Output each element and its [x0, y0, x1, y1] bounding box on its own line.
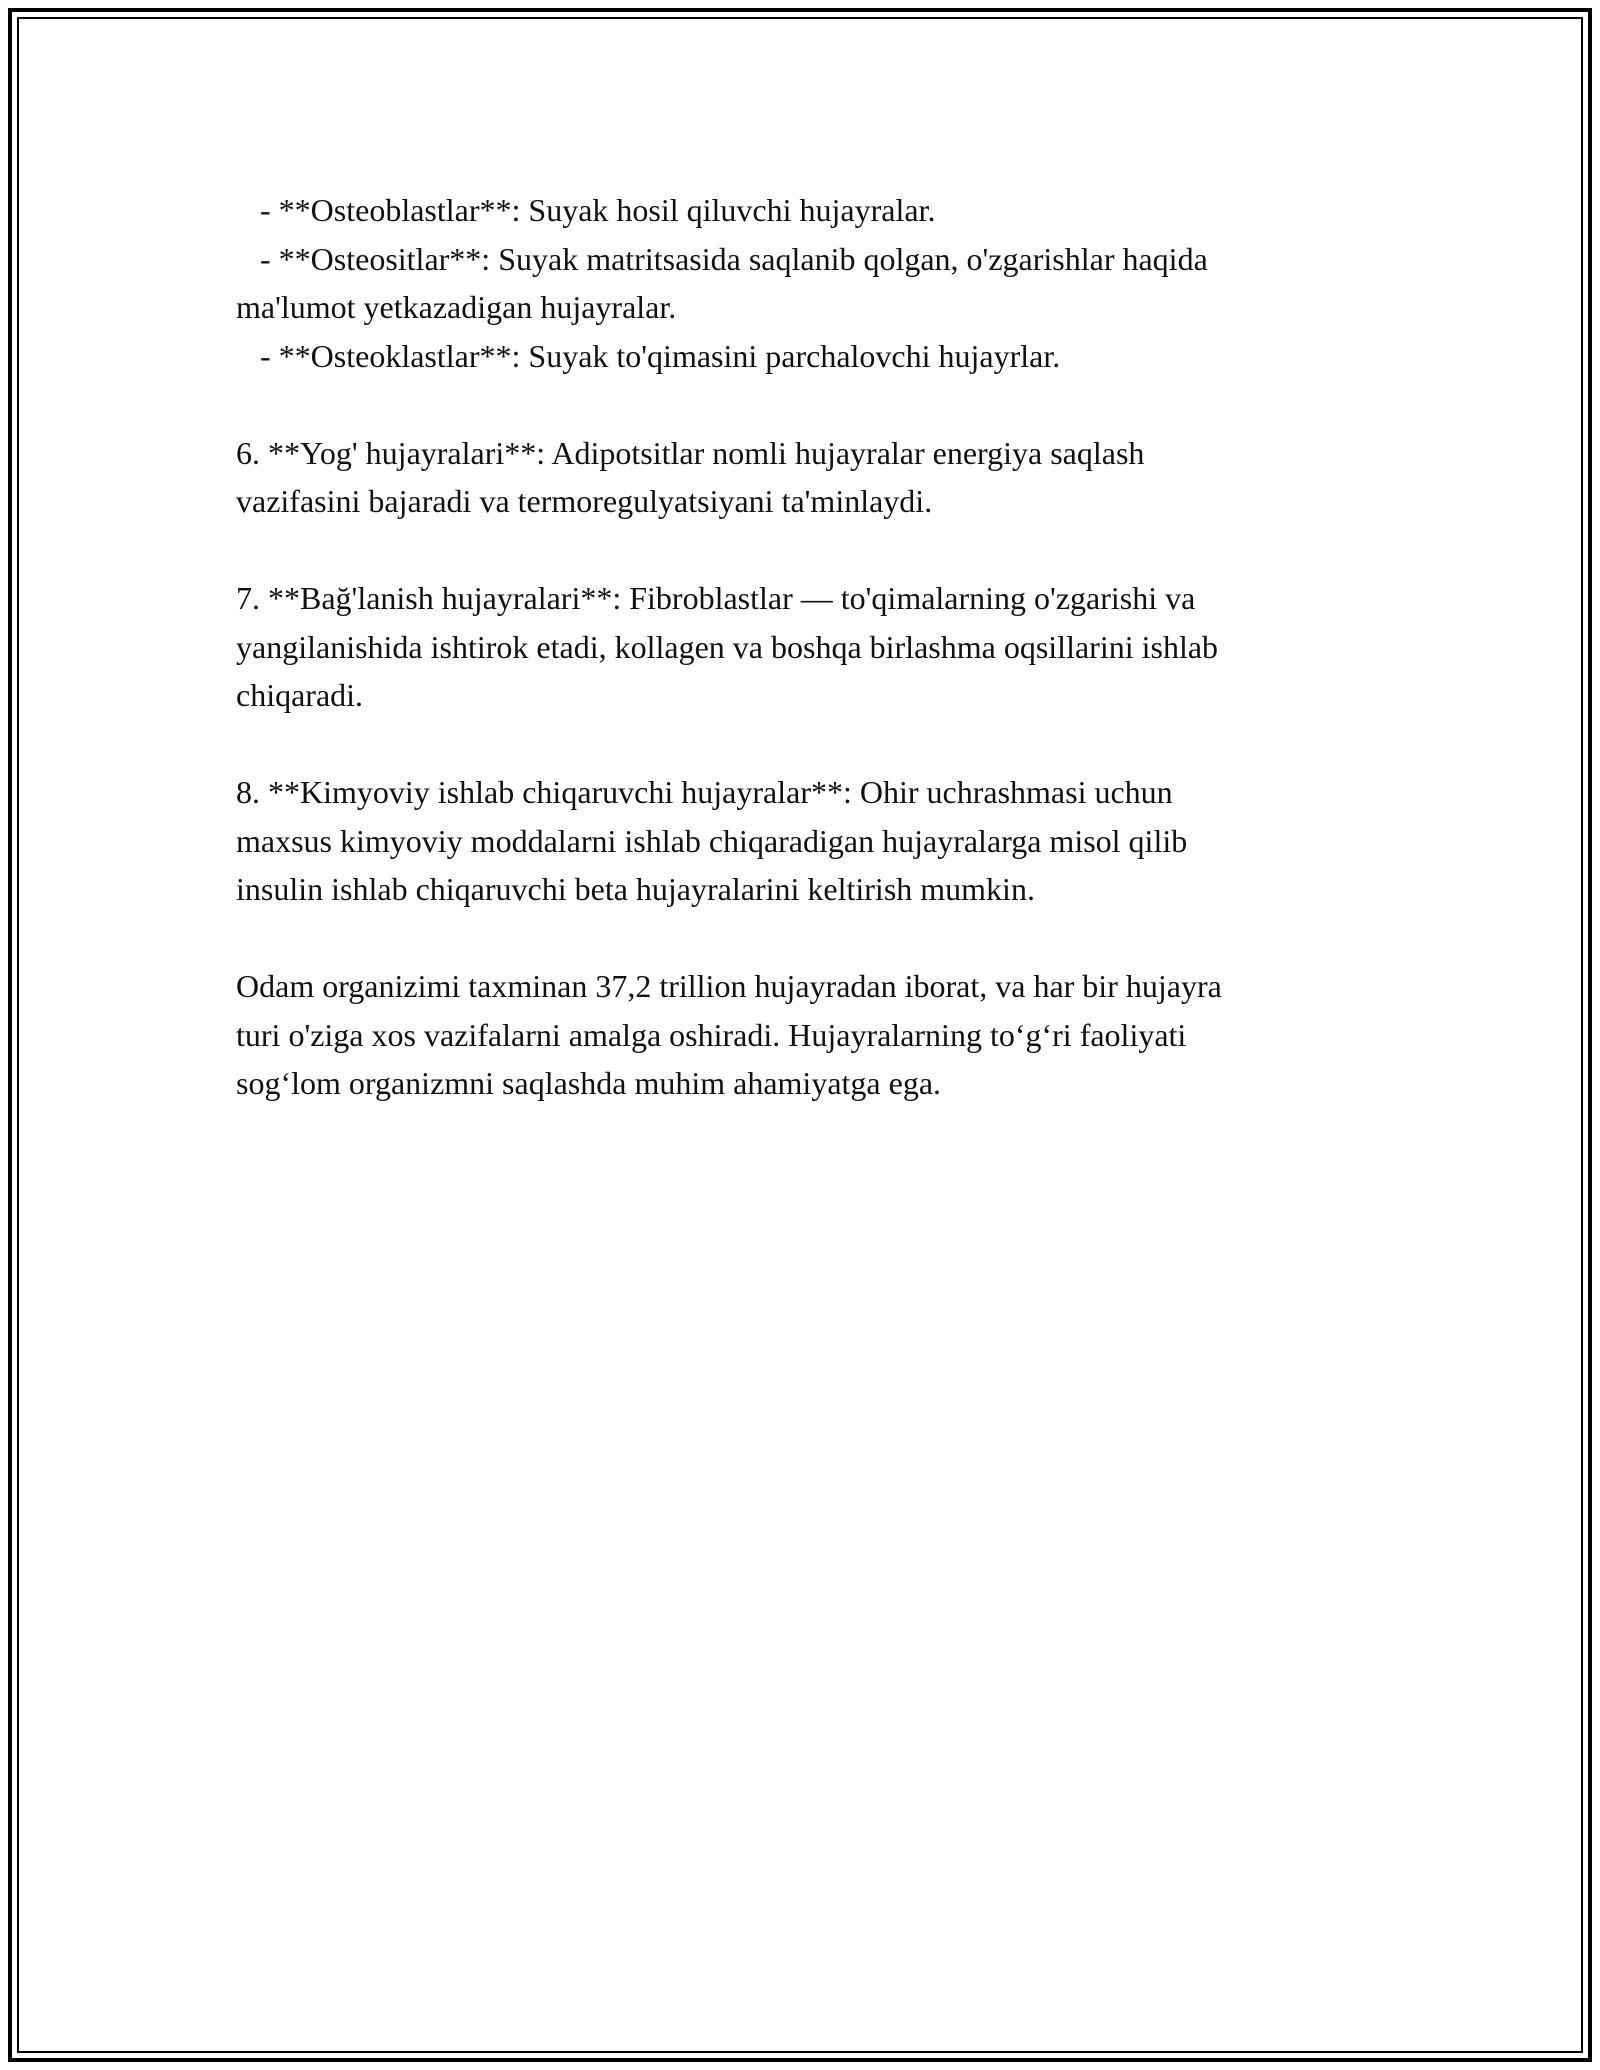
sub-list-line-osteositlar: - **Osteositlar**: Suyak matritsasida saqlanib qolgan, o'zgarishlar haqida — [236, 240, 1208, 277]
item-7-line-1: 7. **Bağ'lanish hujayralari**: Fibroblastlar — to'qimalarning o'zgarishi va — [236, 580, 1196, 616]
conclusion-line-2: turi o'ziga xos vazifalarni amalga oshiradi. Hujayralarning to‘g‘ri faoliyati — [236, 1016, 1187, 1053]
conclusion-paragraph — [236, 962, 1386, 1108]
item-7-line-3: chiqaradi. — [236, 677, 364, 713]
sub-list-line-osteoblastlar: - **Osteoblastlar**: Suyak hosil qiluvchi hujayralar. — [236, 192, 936, 228]
list-item-8 — [236, 768, 1386, 914]
item-8-line-2: maxsus kimyoviy moddalarni ishlab chiqaradigan hujayralarga misol qilib — [236, 822, 1188, 859]
item-8-line-1: 8. **Kimyoviy ishlab chiqaruvchi hujayralar**: Ohir uchrashmasi uchun — [236, 774, 1173, 810]
osteo-sub-list — [236, 186, 1386, 380]
conclusion-line-3: sog‘lom organizmni saqlashda muhim ahamiyatga ega. — [236, 1065, 942, 1101]
conclusion-line-1: Odam organizimi taxminan 37,2 trillion hujayradan iborat, va har bir hujayra — [236, 968, 1222, 1004]
sub-list-line-osteoklastlar: - **Osteoklastlar**: Suyak to'qimasini parchalovchi hujayrlar. — [236, 337, 1061, 374]
sub-list-line-osteositlar-cont: ma'lumot yetkazadigan hujayralar. — [236, 289, 677, 325]
list-item-6 — [236, 429, 1386, 526]
item-8-line-3: insulin ishlab chiqaruvchi beta hujayralarini keltirish mumkin. — [236, 871, 1035, 907]
item-7-line-2: yangilanishida ishtirok etadi, kollagen va boshqa birlashma oqsillarini ishlab — [236, 628, 1219, 665]
item-6-line-2: vazifasini bajaradi va termoregulyatsiyani ta'minlaydi. — [236, 483, 933, 519]
list-item-7 — [236, 574, 1386, 720]
document-body — [236, 186, 1386, 1108]
item-6-line-1: 6. **Yog' hujayralari**: Adipotsitlar nomli hujayralar energiya saqlash — [236, 434, 1145, 471]
